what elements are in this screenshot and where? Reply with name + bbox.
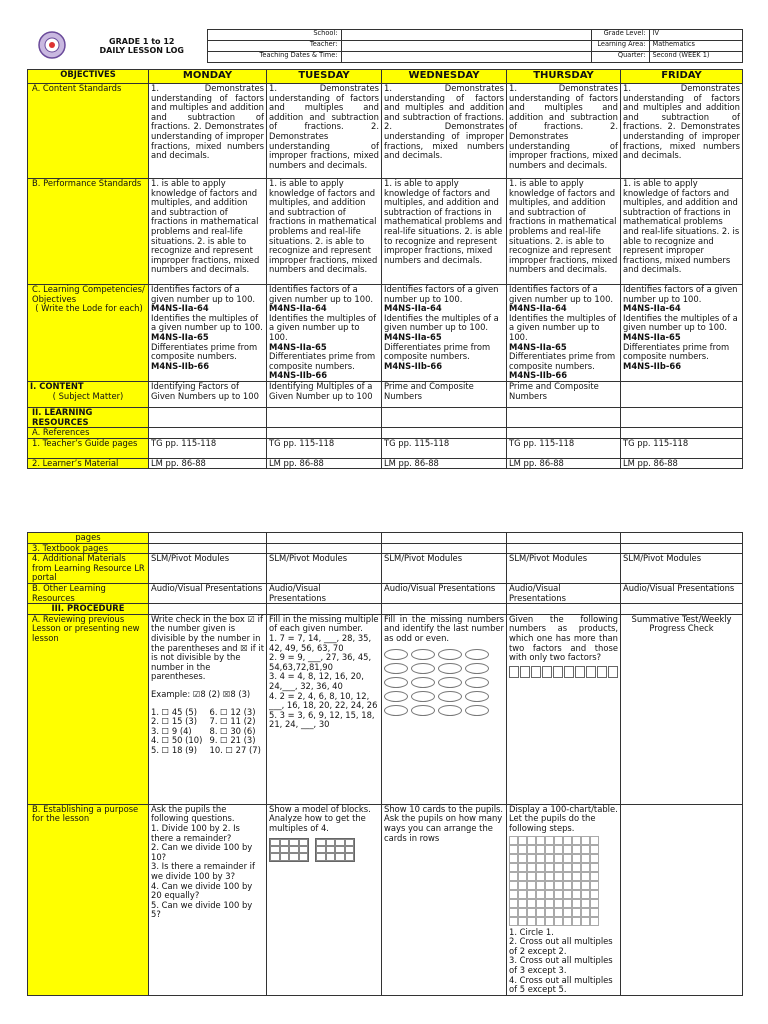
competency-code-b: M4NS-IIa-65 xyxy=(623,331,681,342)
row-label-references: A. References xyxy=(28,428,149,439)
chart-cell xyxy=(536,890,545,899)
teacher-field[interactable] xyxy=(341,40,591,51)
purpose-tue-text: Show a model of blocks. Analyze how to get the multiples of 4. xyxy=(269,804,371,833)
purpose-mon-intro: Ask the pupils the following questions. xyxy=(151,804,235,824)
chart-cell xyxy=(509,854,518,863)
list-item: 4. ☐ 50 (10) xyxy=(151,735,203,746)
content-sub-label: ( Subject Matter) xyxy=(52,390,124,401)
list-item: 2. Can we divide 100 by 10? xyxy=(151,842,253,862)
number-chain-figure xyxy=(384,648,504,718)
chart-cell xyxy=(536,917,545,926)
grade-label: Grade Level: xyxy=(591,30,649,41)
row-label-resources: II. LEARNING RESOURCES xyxy=(28,407,149,427)
purpose-cell-friday xyxy=(621,804,743,995)
content-standard-cell: 1. Demonstrates understanding of factors and multiples and addition and subtraction of fractions. 2. Demonstrates understanding of improper fractions, mixed numbers and decimals. xyxy=(267,84,382,179)
chart-cell xyxy=(563,863,572,872)
competency-code-a: M4NS-IIa-64 xyxy=(623,303,681,314)
purpose-cell-monday xyxy=(149,804,267,995)
chart-cell xyxy=(509,881,518,890)
day-header-thursday: THURSDAY xyxy=(507,70,621,84)
chart-cell xyxy=(581,863,590,872)
review-mon-example: Example: ☑8 (2) ☒8 (3) xyxy=(151,688,251,699)
chart-cell xyxy=(554,917,563,926)
day-header-monday: MONDAY xyxy=(149,70,267,84)
competency-code-c: M4NS-IIb-66 xyxy=(509,370,568,381)
chart-cell xyxy=(572,872,581,881)
chart-cell xyxy=(518,899,527,908)
list-item: 2. ☐ 15 (3) xyxy=(151,716,198,727)
competency-a: Identifies factors of a given number up to 100. xyxy=(623,284,738,304)
chart-cell xyxy=(563,899,572,908)
competency-b: Identifies the multiples of a given number up to 100. xyxy=(509,312,617,342)
av-cell: Audio/Visual Presentations xyxy=(621,583,743,603)
slm-cell: SLM/Pivot Modules xyxy=(382,554,507,584)
list-item: 3. 4 = 4, 8, 12, 16, 20, 24,___, 32, 36, 40 xyxy=(269,671,364,691)
chart-cell xyxy=(590,908,599,917)
chart-cell xyxy=(527,908,536,917)
chart-cell xyxy=(572,845,581,854)
tg-cell: TG pp. 115-118 xyxy=(382,438,507,458)
chart-cell xyxy=(545,899,554,908)
competency-b: Identifies the multiples of a given number up to 100. xyxy=(269,312,377,342)
row-label-purpose: B. Establishing a purpose for the lesson xyxy=(28,804,149,995)
competency-code-c: M4NS-IIb-66 xyxy=(623,360,682,371)
competency-code-c: M4NS-IIb-66 xyxy=(384,360,443,371)
competency-b: Identifies the multiples of a given number up to 100. xyxy=(151,312,263,333)
competency-cell-friday xyxy=(621,285,743,382)
competency-a: Identifies factors of a given number up to 100. xyxy=(151,284,256,304)
purpose-cell-thursday xyxy=(507,804,621,995)
chart-cell xyxy=(581,881,590,890)
competency-cell-thursday xyxy=(507,285,621,382)
chart-cell xyxy=(590,836,599,845)
chart-cell xyxy=(554,872,563,881)
chart-cell xyxy=(518,890,527,899)
list-item: 3. Is there a remainder if we divide 100 by 3? xyxy=(151,861,255,881)
list-item: 1. Divide 100 by 2. Is there a remainder? xyxy=(151,822,240,843)
school-label: School: xyxy=(207,30,341,41)
competency-code-b: M4NS-IIa-65 xyxy=(384,331,442,342)
chart-cell xyxy=(563,854,572,863)
chart-cell xyxy=(554,881,563,890)
competency-cell-tuesday xyxy=(267,285,382,382)
av-cell: Audio/Visual Presentations xyxy=(267,583,382,603)
competency-code-a: M4NS-IIa-64 xyxy=(151,303,209,314)
chart-cell xyxy=(518,863,527,872)
review-cell-wednesday xyxy=(382,614,507,804)
competency-code-a: M4NS-IIa-64 xyxy=(509,303,567,314)
chart-cell xyxy=(527,872,536,881)
lm-cell: LM pp. 86-88 xyxy=(149,458,267,469)
list-item: 3. Cross out all multiples of 3 except 3. xyxy=(509,955,613,975)
competency-b: Identifies the multiples of a given number up to 100. xyxy=(623,312,738,333)
row-label-review: A. Reviewing previous Lesson or presenting new lesson xyxy=(28,614,149,804)
av-cell: Audio/Visual Presentations xyxy=(382,583,507,603)
list-item: 6. ☐ 12 (3) xyxy=(209,706,256,717)
dates-label: Teaching Dates & Time: xyxy=(207,51,341,62)
content-cell: Prime and Composite Numbers xyxy=(507,381,621,407)
area-label: Learning Area: xyxy=(591,40,649,51)
list-item: 5. Can we divide 100 by 5? xyxy=(151,899,253,920)
competency-code-a: M4NS-IIa-64 xyxy=(384,303,442,314)
slm-cell: SLM/Pivot Modules xyxy=(267,554,382,584)
review-mon-intro: Write check in the box ☑ if the number given is divisible by the number in the parentheses and ☒ if it is not divisible by the number in the parentheses. xyxy=(151,614,264,682)
list-item: 1. Circle 1. xyxy=(509,926,554,937)
chart-cell xyxy=(590,899,599,908)
quarter-label: Quarter: xyxy=(591,51,649,62)
performance-standard-cell: 1. is able to apply knowledge of factors and multiples, and addition and subtraction of fractions in mathematical problems and real-life situations. 2. is able to recognize and represent improper fractions, mixed numbers and decimals. xyxy=(382,179,507,285)
competency-b: Identifies the multiples of a given number up to 100. xyxy=(384,312,499,333)
chart-cell xyxy=(509,890,518,899)
review-tue-intro: Fill in the missing multiple of each given number. xyxy=(269,614,379,634)
chart-cell xyxy=(518,881,527,890)
av-cell: Audio/Visual Presentations xyxy=(149,583,267,603)
lm-cell: LM pp. 86-88 xyxy=(621,458,743,469)
row-label-textbook: 3. Textbook pages xyxy=(28,543,149,554)
chart-cell xyxy=(509,917,518,926)
header-table xyxy=(27,29,743,63)
chart-cell xyxy=(518,917,527,926)
chart-cell xyxy=(527,917,536,926)
content-standard-cell: 1. Demonstrates understanding of factors and multiples and addition and subtraction of fractions. 2. Demonstrates understanding of improper fractions, mixed numbers and decimals. xyxy=(621,84,743,179)
competency-a: Identifies factors of a given number up to 100. xyxy=(384,284,499,304)
chart-cell xyxy=(563,845,572,854)
purpose-thu-intro: Display a 100-chart/table. Let the pupils do the following steps. xyxy=(509,804,618,833)
lesson-table-part2 xyxy=(27,532,743,996)
chart-cell xyxy=(590,854,599,863)
row-label-performance-standards: B. Performance Standards xyxy=(28,179,149,285)
chart-cell xyxy=(554,836,563,845)
chart-cell xyxy=(554,890,563,899)
page-title xyxy=(77,30,207,63)
list-item: 3. ☐ 9 (4) xyxy=(151,725,192,736)
day-header-friday: FRIDAY xyxy=(621,70,743,84)
competency-code-b: M4NS-IIa-65 xyxy=(151,331,209,342)
row-label-other-resources: B. Other Learning Resources xyxy=(28,583,149,603)
purpose-wed-2: Ask the pupils on how many ways you can arrange the cards in rows xyxy=(384,813,503,843)
list-item: 2. Cross out all multiples of 2 except 2. xyxy=(509,936,613,956)
chart-cell xyxy=(572,836,581,845)
chart-cell xyxy=(563,881,572,890)
competency-c: Differentiates prime from composite numbers. xyxy=(384,341,491,362)
competency-cell-wednesday xyxy=(382,285,507,382)
chart-cell xyxy=(518,908,527,917)
content-standard-cell: 1. Demonstrates understanding of factors and multiples and addition and subtraction of fractions. 2. Demonstrates understanding of improper fractions, mixed numbers and decimals. xyxy=(149,84,267,179)
school-field[interactable] xyxy=(341,30,591,41)
performance-standard-cell: 1. is able to apply knowledge of factors and multiples, and addition and subtraction of fractions in mathematical problems and real-life situations. 2. is able to recognize and represent improper fractions, mixed numbers and decimals. xyxy=(267,179,382,285)
chart-cell xyxy=(563,890,572,899)
chart-cell xyxy=(536,854,545,863)
chart-cell xyxy=(572,917,581,926)
chart-cell xyxy=(545,881,554,890)
content-cell: Identifying Multiples of a Given Number up to 100 xyxy=(267,381,382,407)
competency-c: Differentiates prime from composite numbers. xyxy=(151,341,258,362)
list-item: 9. ☐ 21 (3) xyxy=(209,735,256,746)
list-item: 5. ☐ 18 (9) xyxy=(151,744,198,755)
chart-cell xyxy=(581,845,590,854)
title-line-2: DAILY LESSON LOG xyxy=(99,45,184,55)
lesson-table-part1 xyxy=(27,69,743,469)
chart-cell xyxy=(527,854,536,863)
chart-cell xyxy=(509,863,518,872)
performance-standard-cell: 1. is able to apply knowledge of factors and multiples, and addition and subtraction of fractions in mathematical problems and real-life situations. 2. is able to recognize and represent improper fractions, mixed numbers and decimals. xyxy=(149,179,267,285)
content-cell xyxy=(621,381,743,407)
chart-cell xyxy=(563,908,572,917)
chart-cell xyxy=(545,890,554,899)
performance-standard-cell: 1. is able to apply knowledge of factors and multiples, and addition and subtraction of fractions in mathematical problems and real-life situations. 2. is able to recognize and represent improper fractions, mixed numbers and decimals. xyxy=(621,179,743,285)
chart-cell xyxy=(536,845,545,854)
chart-cell xyxy=(545,917,554,926)
chart-cell xyxy=(518,845,527,854)
chart-cell xyxy=(545,908,554,917)
chart-cell xyxy=(572,881,581,890)
list-item: 5. 3 = 3, 6, 9, 12, 15, 18, 21, 24, ___, 30 xyxy=(269,709,375,730)
chart-cell xyxy=(509,836,518,845)
competency-code-c: M4NS-IIb-66 xyxy=(151,360,210,371)
slm-cell: SLM/Pivot Modules xyxy=(621,554,743,584)
chart-cell xyxy=(545,836,554,845)
row-label-additional-materials: 4. Additional Materials from Learning Resource LR portal xyxy=(28,554,149,584)
chart-cell xyxy=(509,872,518,881)
row-label-learners-material: 2. Learner’s Material xyxy=(28,458,149,469)
slm-cell: SLM/Pivot Modules xyxy=(507,554,621,584)
chart-cell xyxy=(563,917,572,926)
chart-cell xyxy=(581,872,590,881)
chart-cell xyxy=(572,908,581,917)
review-cell-thursday xyxy=(507,614,621,804)
row-label-teachers-guide: 1. Teacher’s Guide pages xyxy=(28,438,149,458)
chart-cell xyxy=(563,836,572,845)
chart-cell xyxy=(554,845,563,854)
tg-cell: TG pp. 115-118 xyxy=(149,438,267,458)
competencies-note: ( Write the Lode for each) xyxy=(35,303,143,314)
teacher-label: Teacher: xyxy=(207,40,341,51)
lm-cell: LM pp. 86-88 xyxy=(267,458,382,469)
row-label-lm-pages: pages xyxy=(28,533,149,544)
chart-cell xyxy=(536,881,545,890)
competency-code-a: M4NS-IIa-64 xyxy=(269,303,327,314)
performance-standard-cell: 1. is able to apply knowledge of factors and multiples, and addition and subtraction of fractions in mathematical problems and real-life situations. 2. is able to recognize and represent improper fractions, mixed numbers and decimals. xyxy=(507,179,621,285)
list-item: 1. ☐ 45 (5) xyxy=(151,706,198,717)
chart-cell xyxy=(581,836,590,845)
number-cards-figure xyxy=(509,666,618,678)
list-item: 7. ☐ 11 (2) xyxy=(209,716,256,727)
chart-cell xyxy=(545,863,554,872)
review-thu-text: Given the following numbers as products, which one has more than two factors and those with only two factors? xyxy=(509,614,618,663)
competencies-label: C. Learning Competencies/ Objectives xyxy=(32,284,145,304)
list-item: 1. 7 = 7, 14, ___, 28, 35, 42, 49, 56, 63, 70 xyxy=(269,632,372,653)
title-line-1: GRADE 1 to 12 xyxy=(109,36,175,46)
av-cell: Audio/Visual Presentations xyxy=(507,583,621,603)
chart-cell xyxy=(581,917,590,926)
content-label: I. CONTENT xyxy=(30,381,84,391)
chart-cell xyxy=(590,917,599,926)
chart-cell xyxy=(554,899,563,908)
competency-a: Identifies factors of a given number up to 100. xyxy=(509,284,614,304)
day-header-tuesday: TUESDAY xyxy=(267,70,382,84)
review-wed-text: Fill in the missing numbers and identify the last number as odd or even. xyxy=(384,614,504,643)
chart-cell xyxy=(509,908,518,917)
quarter-field[interactable]: Second (WEEK 1) xyxy=(649,51,742,62)
review-cell-tuesday xyxy=(267,614,382,804)
chart-cell xyxy=(554,854,563,863)
tg-cell: TG pp. 115-118 xyxy=(267,438,382,458)
chart-cell xyxy=(536,908,545,917)
chart-cell xyxy=(527,899,536,908)
purpose-wed-1: Show 10 cards to the pupils. xyxy=(384,804,504,814)
chart-cell xyxy=(527,836,536,845)
lm-cell: LM pp. 86-88 xyxy=(382,458,507,469)
dates-field[interactable] xyxy=(341,51,591,62)
list-item: 4. 2 = 2, 4, 6, 8, 10, 12, ___, 16, 18, 20, 22, 24, 26 xyxy=(269,690,378,711)
chart-cell xyxy=(509,899,518,908)
competency-a: Identifies factors of a given number up to 100. xyxy=(269,284,374,304)
chart-cell xyxy=(572,899,581,908)
tg-cell: TG pp. 115-118 xyxy=(621,438,743,458)
lm-cell: LM pp. 86-88 xyxy=(507,458,621,469)
chart-cell xyxy=(518,872,527,881)
chart-cell xyxy=(518,854,527,863)
content-cell: Prime and Composite Numbers xyxy=(382,381,507,407)
chart-cell xyxy=(563,872,572,881)
list-item: 2. 9 = 9, ___, 27, 36, 45, 54,63,72,81,90 xyxy=(269,652,372,672)
review-mon-items xyxy=(151,708,264,756)
chart-cell xyxy=(581,854,590,863)
competency-code-c: M4NS-IIb-66 xyxy=(269,370,328,381)
list-item: 10. ☐ 27 (7) xyxy=(209,744,261,755)
purpose-cell-tuesday xyxy=(267,804,382,995)
chart-cell xyxy=(536,836,545,845)
hundred-chart-figure xyxy=(509,836,618,926)
chart-cell xyxy=(572,863,581,872)
chart-cell xyxy=(527,863,536,872)
competency-c: Differentiates prime from composite numbers. xyxy=(623,341,730,362)
chart-cell xyxy=(572,890,581,899)
deped-seal-icon xyxy=(27,30,77,63)
chart-cell xyxy=(545,872,554,881)
review-cell-friday: Summative Test/Weekly Progress Check xyxy=(621,614,743,804)
row-label-content xyxy=(28,381,149,407)
chart-cell xyxy=(527,881,536,890)
area-field[interactable]: Mathematics xyxy=(649,40,742,51)
slm-cell: SLM/Pivot Modules xyxy=(149,554,267,584)
chart-cell xyxy=(572,854,581,863)
chart-cell xyxy=(590,881,599,890)
objectives-header: OBJECTIVES xyxy=(28,70,149,84)
chart-cell xyxy=(590,872,599,881)
chart-cell xyxy=(545,845,554,854)
grade-field[interactable]: IV xyxy=(649,30,742,41)
content-cell: Identifying Factors of Given Numbers up to 100 xyxy=(149,381,267,407)
competency-c: Differentiates prime from composite numbers. xyxy=(509,351,616,371)
chart-cell xyxy=(536,899,545,908)
review-cell-monday xyxy=(149,614,267,804)
list-item: 4. Cross out all multiples of 5 except 5. xyxy=(509,974,613,995)
chart-cell xyxy=(581,908,590,917)
row-label-procedure: III. PROCEDURE xyxy=(28,604,149,615)
chart-cell xyxy=(590,890,599,899)
chart-cell xyxy=(536,863,545,872)
chart-cell xyxy=(554,863,563,872)
chart-cell xyxy=(581,899,590,908)
list-item: 4. Can we divide 100 by 20 equally? xyxy=(151,880,253,901)
chart-cell xyxy=(590,863,599,872)
row-label-content-standards: A. Content Standards xyxy=(28,84,149,179)
tg-cell: TG pp. 115-118 xyxy=(507,438,621,458)
competency-cell-monday xyxy=(149,285,267,382)
chart-cell xyxy=(590,845,599,854)
competency-c: Differentiates prime from composite numbers. xyxy=(269,351,376,371)
chart-cell xyxy=(554,908,563,917)
chart-cell xyxy=(545,854,554,863)
block-model-figure xyxy=(269,838,379,862)
chart-cell xyxy=(518,836,527,845)
content-standard-cell: 1. Demonstrates understanding of factors and multiples and addition and subtraction of fractions. 2. Demonstrates understanding of improper fractions, mixed numbers and decimals. xyxy=(382,84,507,179)
chart-cell xyxy=(527,890,536,899)
chart-cell xyxy=(509,845,518,854)
content-standard-cell: 1. Demonstrates understanding of factors and multiples and addition and subtraction of fractions. 2. Demonstrates understanding of improper fractions, mixed numbers and decimals. xyxy=(507,84,621,179)
list-item: 8. ☐ 30 (6) xyxy=(209,725,256,736)
competency-code-b: M4NS-IIa-65 xyxy=(269,341,327,352)
purpose-cell-wednesday xyxy=(382,804,507,995)
chart-cell xyxy=(581,890,590,899)
day-header-wednesday: WEDNESDAY xyxy=(382,70,507,84)
chart-cell xyxy=(527,845,536,854)
chart-cell xyxy=(536,872,545,881)
row-label-competencies xyxy=(28,285,149,382)
competency-code-b: M4NS-IIa-65 xyxy=(509,341,567,352)
